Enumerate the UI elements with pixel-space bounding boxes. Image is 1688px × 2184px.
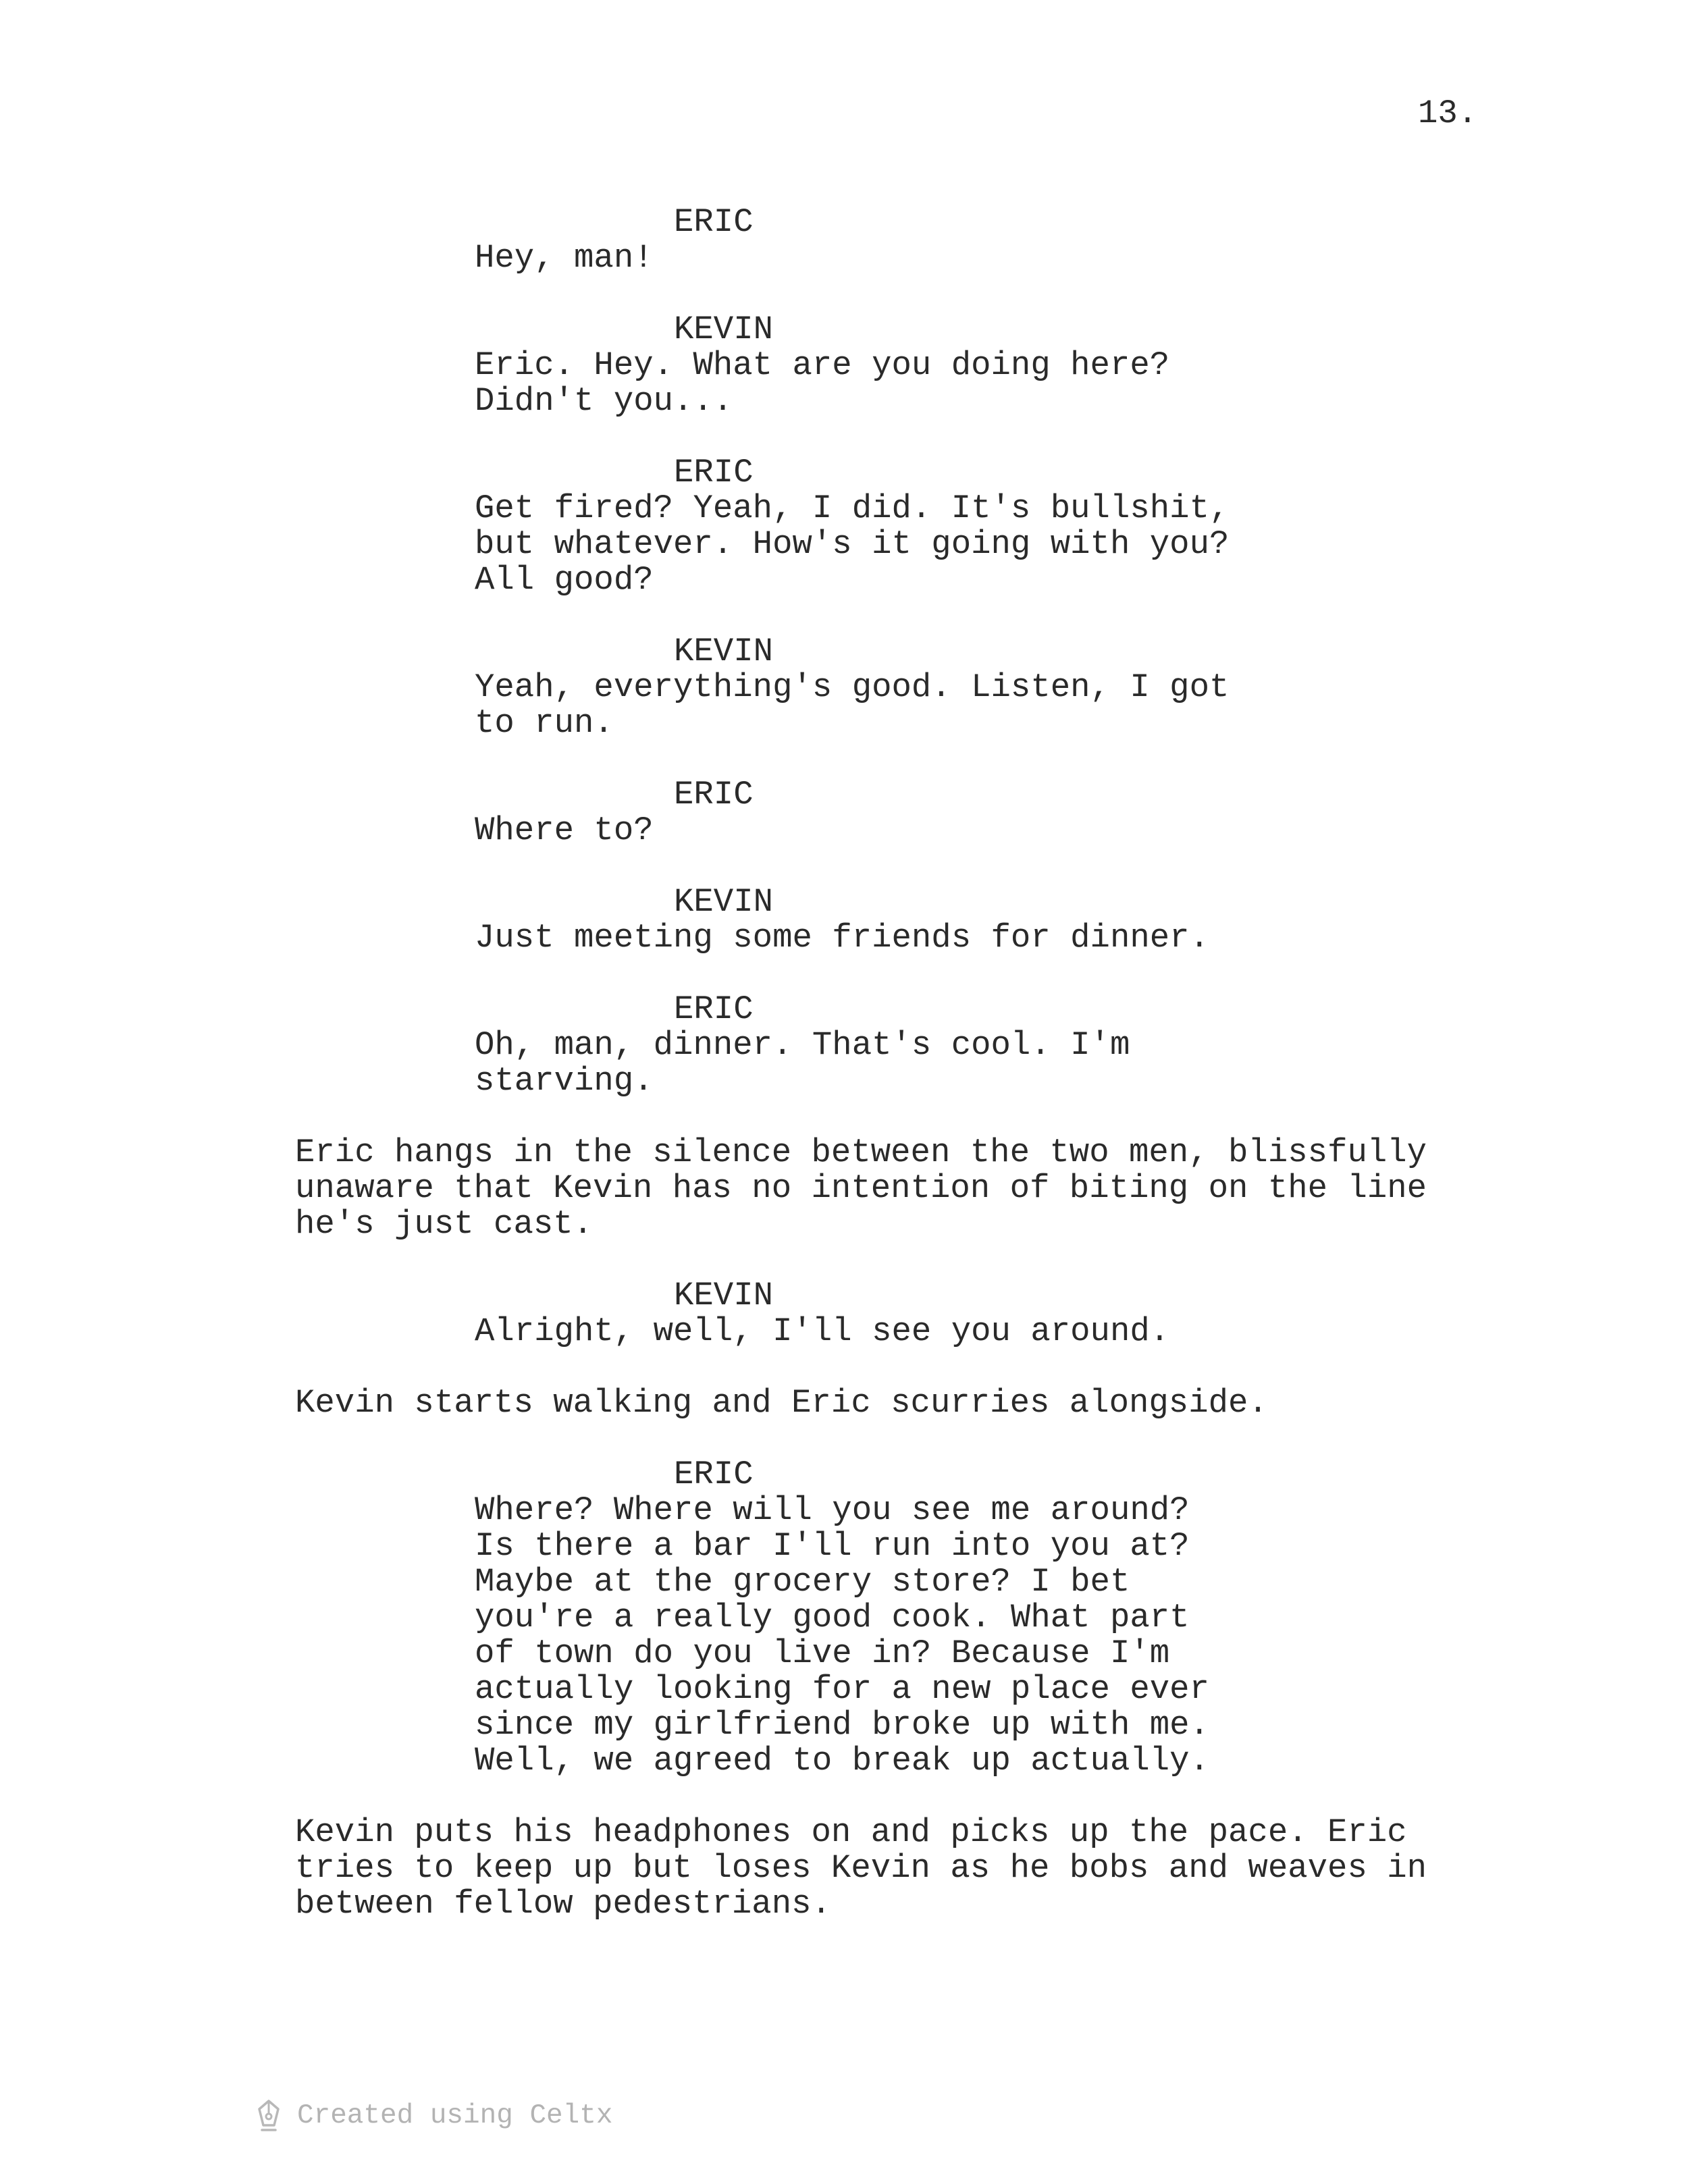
block-spacer [0, 956, 1688, 992]
action-line: Kevin puts his headphones on and picks up the pace. Eric [295, 1813, 1407, 1851]
dialogue-line: Eric. Hey. What are you doing here? [475, 346, 1170, 384]
dialogue-block [475, 813, 1285, 849]
block-spacer [0, 1099, 1688, 1135]
dialogue-line: Alright, well, I'll see you around. [475, 1312, 1170, 1350]
dialogue-line: All good? [475, 561, 654, 599]
page-number: 13. [1418, 95, 1478, 132]
action-line: he's just cast. [295, 1205, 594, 1243]
screenplay-body [0, 205, 1688, 1922]
action-line: Kevin starts walking and Eric scurries alongside. [295, 1384, 1268, 1422]
block-spacer [0, 741, 1688, 777]
character-cue: KEVIN [674, 883, 774, 921]
block-spacer [0, 598, 1688, 634]
dialogue-line: Where to? [475, 811, 654, 849]
block-spacer [0, 276, 1688, 312]
block-spacer [0, 1350, 1688, 1385]
block-spacer [0, 419, 1688, 455]
character-cue: ERIC [674, 776, 754, 814]
dialogue-block [475, 1028, 1285, 1099]
footer-watermark [255, 2096, 612, 2136]
dialogue-line: Is there a bar I'll run into you at? [475, 1527, 1190, 1565]
character-cue: KEVIN [674, 311, 774, 348]
action-paragraph [295, 1385, 1443, 1421]
footer-text: Created using Celtx [297, 2100, 613, 2131]
action-paragraph [295, 1815, 1443, 1922]
dialogue-line: Yeah, everything's good. Listen, I got [475, 668, 1230, 706]
dialogue-block [475, 348, 1285, 419]
pen-nib-icon [255, 2098, 282, 2133]
dialogue-line: but whatever. How's it going with you? [475, 525, 1230, 563]
action-line: Eric hangs in the silence between the two men, blissfully [295, 1134, 1427, 1171]
dialogue-line: Just meeting some friends for dinner. [475, 919, 1209, 957]
dialogue-line: since my girlfriend broke up with me. [475, 1706, 1209, 1744]
dialogue-line: starving. [475, 1062, 654, 1100]
block-spacer [0, 1779, 1688, 1815]
block-spacer [0, 1242, 1688, 1278]
dialogue-block [475, 1314, 1285, 1350]
action-line: tries to keep up but loses Kevin as he bobs and weaves in [295, 1849, 1427, 1887]
character-cue: ERIC [674, 203, 754, 241]
character-cue: ERIC [674, 990, 754, 1028]
action-line: unaware that Kevin has no intention of biting on the line [295, 1169, 1427, 1207]
dialogue-line: Oh, man, dinner. That's cool. I'm [475, 1026, 1130, 1064]
dialogue-line: of town do you live in? Because I'm [475, 1634, 1170, 1672]
block-spacer [0, 1421, 1688, 1457]
dialogue-block [475, 920, 1285, 956]
action-paragraph [295, 1135, 1443, 1242]
dialogue-line: Maybe at the grocery store? I bet [475, 1563, 1130, 1601]
dialogue-line: actually looking for a new place ever [475, 1670, 1209, 1708]
dialogue-line: Where? Where will you see me around? [475, 1491, 1190, 1529]
character-cue: ERIC [674, 1456, 754, 1493]
dialogue-line: Didn't you... [475, 382, 733, 420]
dialogue-block [475, 491, 1285, 598]
action-line: between fellow pedestrians. [295, 1885, 831, 1923]
character-cue: KEVIN [674, 1277, 774, 1314]
dialogue-line: Hey, man! [475, 239, 654, 277]
dialogue-block [475, 240, 1285, 276]
character-cue: ERIC [674, 454, 754, 491]
dialogue-block [475, 670, 1285, 741]
character-cue: KEVIN [674, 633, 774, 670]
dialogue-line: to run. [475, 704, 614, 742]
dialogue-line: Well, we agreed to break up actually. [475, 1742, 1209, 1780]
dialogue-line: Get fired? Yeah, I did. It's bullshit, [475, 489, 1230, 527]
block-spacer [0, 849, 1688, 884]
dialogue-block [475, 1493, 1285, 1779]
dialogue-line: you're a really good cook. What part [475, 1599, 1190, 1636]
